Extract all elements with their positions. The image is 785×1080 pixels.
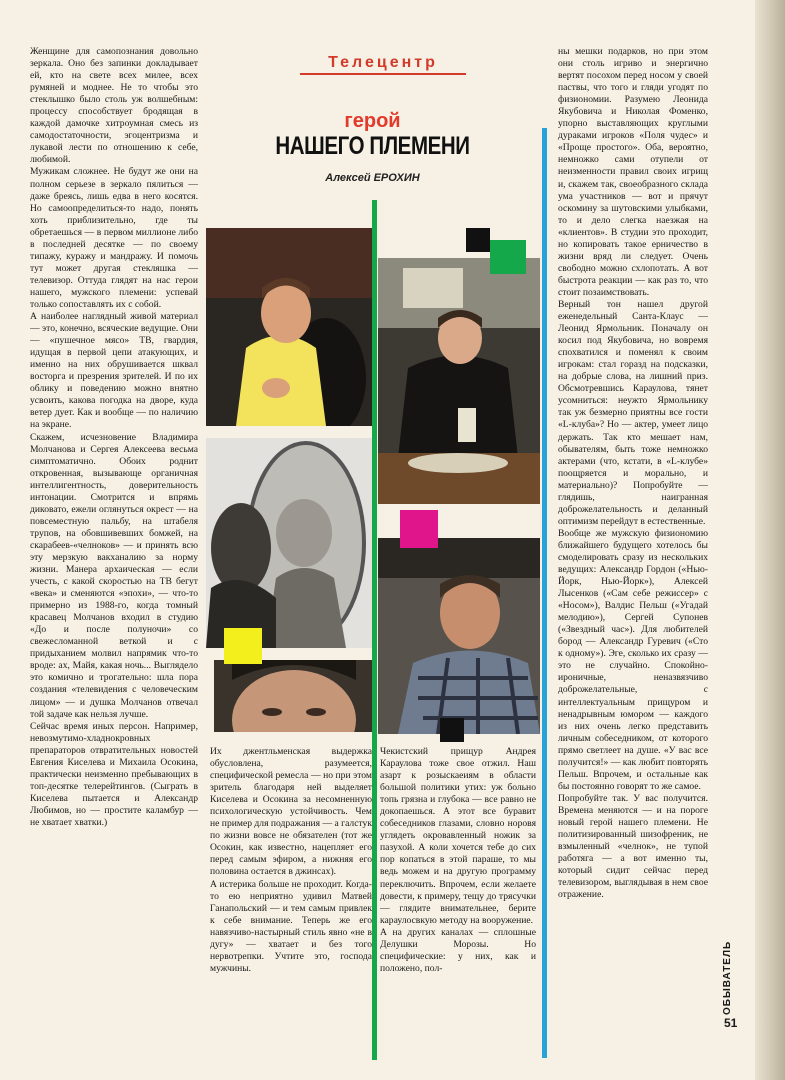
paragraph: Вообще же мужскую физиономию ближайшего будущего хотелось бы смоделировать сразу из нескольких ведущих: Александр Гордон («Нью-Йорк, Нью-Йорк»), Алексей Лысенков («Сам себе режиссер» с «Носом»), Валдис Пельш («Угадай мелодию»), Сергей Супонев («Звездный час»). Для любителей бород — Александр Гуревич («Сто к одному»). Эге, сколько их сразу — это не случайно. Спокойно-ироничные, неназвязчиво доброжелательные, с интеллектуальным прищуром и ненадрывным юмором — каждого из них очень легко представить личным собеседником, от которого прямо светлеет на душе. «У вас все получится!» — как любит повторять Пельш. Впрочем, и остальные как бы постоянно говорят то же самое. [558, 527, 708, 792]
article-column-1 [30, 46, 198, 1031]
headline-main: НАШЕГО ПЛЕМЕНИ [275, 132, 470, 160]
yellow-square [224, 628, 262, 664]
black-square-small [440, 718, 464, 742]
author-byline: Алексей ЕРОХИН [325, 172, 420, 184]
photo-host-plaid [378, 538, 540, 734]
paragraph: А наиболее наглядный живой материал — это, конечно, всяческие ведущие. Они — «пушечное мясо» ТВ, гвардия, идущая в первой цепи атакующих, и именно на них обрушивается шквал восторга и презрения зрителей. И по их облику и поведению можно внятно усвоить, какова погодка на дворе, куда ветер дует. Как и вообще — по наличию на экране. [30, 311, 198, 431]
paragraph: А истерика больше не проходит. Когда-то ею неприятно удивил Матвей Ганапольский — и тем самым привлек к себе внимание. Теперь же его навязчиво-настырный стиль явно «не в дугу» — хватает и без того нервотрепки. Учтите это, господа мужчины. [210, 878, 372, 974]
article-column-3 [380, 746, 536, 1046]
rubric-underline [300, 73, 466, 75]
paragraph: А на других каналах — сплошные Делушки Морозы. Но специфические: у них, как и положено, пол- [380, 926, 536, 974]
page-number: 51 [724, 1016, 738, 1030]
photo-host-eating [378, 258, 540, 504]
photo-host-mirror [206, 438, 372, 648]
section-label-text: ОБЫВАТЕЛЬ [722, 940, 733, 1015]
green-square [490, 240, 526, 274]
magenta-square [400, 510, 438, 548]
paragraph: Их джентльменская выдержка обусловлена, разумеется, специфической ремесла — но при этом зритель благодаря ней выделяет Киселева и Осокина за несомненную психологическую устойчивость. Чем не пример для подражания — а галстук по жизни вовсе не обязателен (тот же Осокин, как известно, нацепляет его перед самым эфиром, а нижняя его половина остается в джинсах). [210, 746, 372, 878]
paragraph: Попробуйте так. У вас получится. Времена меняются — и на пороге новый герой нашего племени. Не политизированный шизофреник, не взмыленный «челнок», не тупой работяга — а вот именно ты, который сидит сейчас перед телевизором, выглядывая в нем свое отражение. [558, 792, 708, 901]
section-rubric: Телецентр [328, 54, 438, 71]
paragraph: Сейчас время иных персон. Например, невозмутимо-хладнокровных препараторов отвратительных новостей Евгения Киселева и Михаила Осокина, практически неизменно пребывающих в топ-десятке телерейтингов. (Сыграть в Киселева пытается и Александр Любимов, но — простите каламбур — не хватает хватки.) [30, 720, 198, 828]
headline-top: герой [344, 110, 401, 132]
paragraph: Верный тон нашел другой еженедельный Санта-Клаус — Леонид Ярмольник. Поначалу он косил под Якубовича, но вовремя спохватился и поменял к своим игрокам: стал горазд на подсказки, на добрые слова, на лишний приз. Обсмотревшись Караулова, тянет усомниться: неужто Ярмольнику так уж безмерно приятны все гости «L-клуба»? Но — актер, умеет лицо держать. Так кто мешает нам, обывателям, быть тоже немножко актерами (что, кстати, в «L-клубе» поощряется и морально, и материально)? Попробуйте — глядишь, наигранная доброжелательность и деланный оптимизм перейдут в естественные. [558, 298, 708, 527]
article-column-2 [210, 746, 372, 1046]
green-divider-line [372, 200, 377, 1060]
paragraph: Мужикам сложнее. Не будут же они на полном серьезе в зеркало пялиться — даже бреясь, лишь едва в него косятся. Но самоопределиться-то надо, понять хоть приблизительно, где ты обретаешься — в первом миллионе либо в последней десятке — по своему типажу, куражу и мандражу. И помочь тут может другая стекляшка — телевизор. Оттуда глядят на нас герои нашего, мужского племени: успевай только сопоставлять их с собой. [30, 166, 198, 310]
black-square [466, 228, 490, 252]
paragraph: ны мешки подарков, но при этом они столь игриво и энергично вертят посохом перед носом у своей паствы, что того и гляди угодят по физиономии. Разумею Леонида Якубовича и Николая Фоменко, упорно выставляющих круглыми дураками игроков «Поля чудес» и «Проще простого». Оба, вероятно, немножко сами отупели от неизменности правил своих игрищ и, скажем так, своеобразного склада ума участников — вот и прячут оскомину за шутовскими улыбками, то и дело слегка наезжая на «клиентов». В студии это проходит, но копировать такое ерничество в жизни вряд ли следует. Очень свободно можно схлопотать. А вот быстрота реакции — как раз то, что стоит позаимствовать. [558, 46, 708, 298]
paragraph: Чекистский прищур Андрея Караулова тоже свое отжил. Наш азарт к розыскаеиям в области большой политики утих: уж больно топь грязна и глубока — все равно не докопаешься. А этот все буравит собеседников глазами, словно норовя углядеть окровавленный ножик за пазухой. А коли хочется тебе до сих пор копаться в этой параше, то мы ведь можем и на другую программу переключить. Впрочем, если желаете довести, к примеру, тещу до трясучки — глядите внимательнее, берите караулосвкую методу на вооружение. [380, 746, 536, 926]
paragraph: Женщине для самопознания довольно зеркала. Оно без запинки докладывает ей, кто на свете всех милее, всех румяней и моднее. Не то чтобы это стеклышко было столь уж волшебным: процессу способствует бродящая в каждой дамочке хитроумная смесь из самодостаточности, эгоцентризма и лукавой лести по отношению к себе, любимой. [30, 46, 198, 166]
photo-host-yellow-sweater [206, 228, 372, 426]
binding-edge [755, 0, 785, 1080]
cyan-divider-line [542, 128, 547, 1058]
article-column-4 [558, 46, 708, 1036]
paragraph: Скажем, исчезновение Владимира Молчанова и Сергея Алексеева весьма симптоматично. Обоих роднит откровенная, вызывающе органичная интеллигентность, доверительность интонации. Смотрится и впрямь диковато, ежели оглянуться окрест — на повсеместную пальбу, на штабеля трупов, на обовшивевших бомжей, на скарабеев-«челноков» — и принять всю эту мерзкую вакханалию за норму жизни. Манера архаическая — если учесть, с какой скоростью на ТВ бегут «века» и сменяются «эпохи», — что-то примерно из 1988-го, когда томный красавец Молчанов входил в студию «До и после полуночи» со свежесломанной веткой и с придыханием молвил напрямик что-то вроде: ах, Майя, какая ночь... Выглядело это комично и трогательно: шла пора создания «телевидения с человеческим лицом» — и душка Молчанов отвечал той задаче как нельзя лучше. [30, 431, 198, 720]
photo-host-closeup [214, 660, 372, 732]
magazine-section-label [720, 935, 736, 1015]
